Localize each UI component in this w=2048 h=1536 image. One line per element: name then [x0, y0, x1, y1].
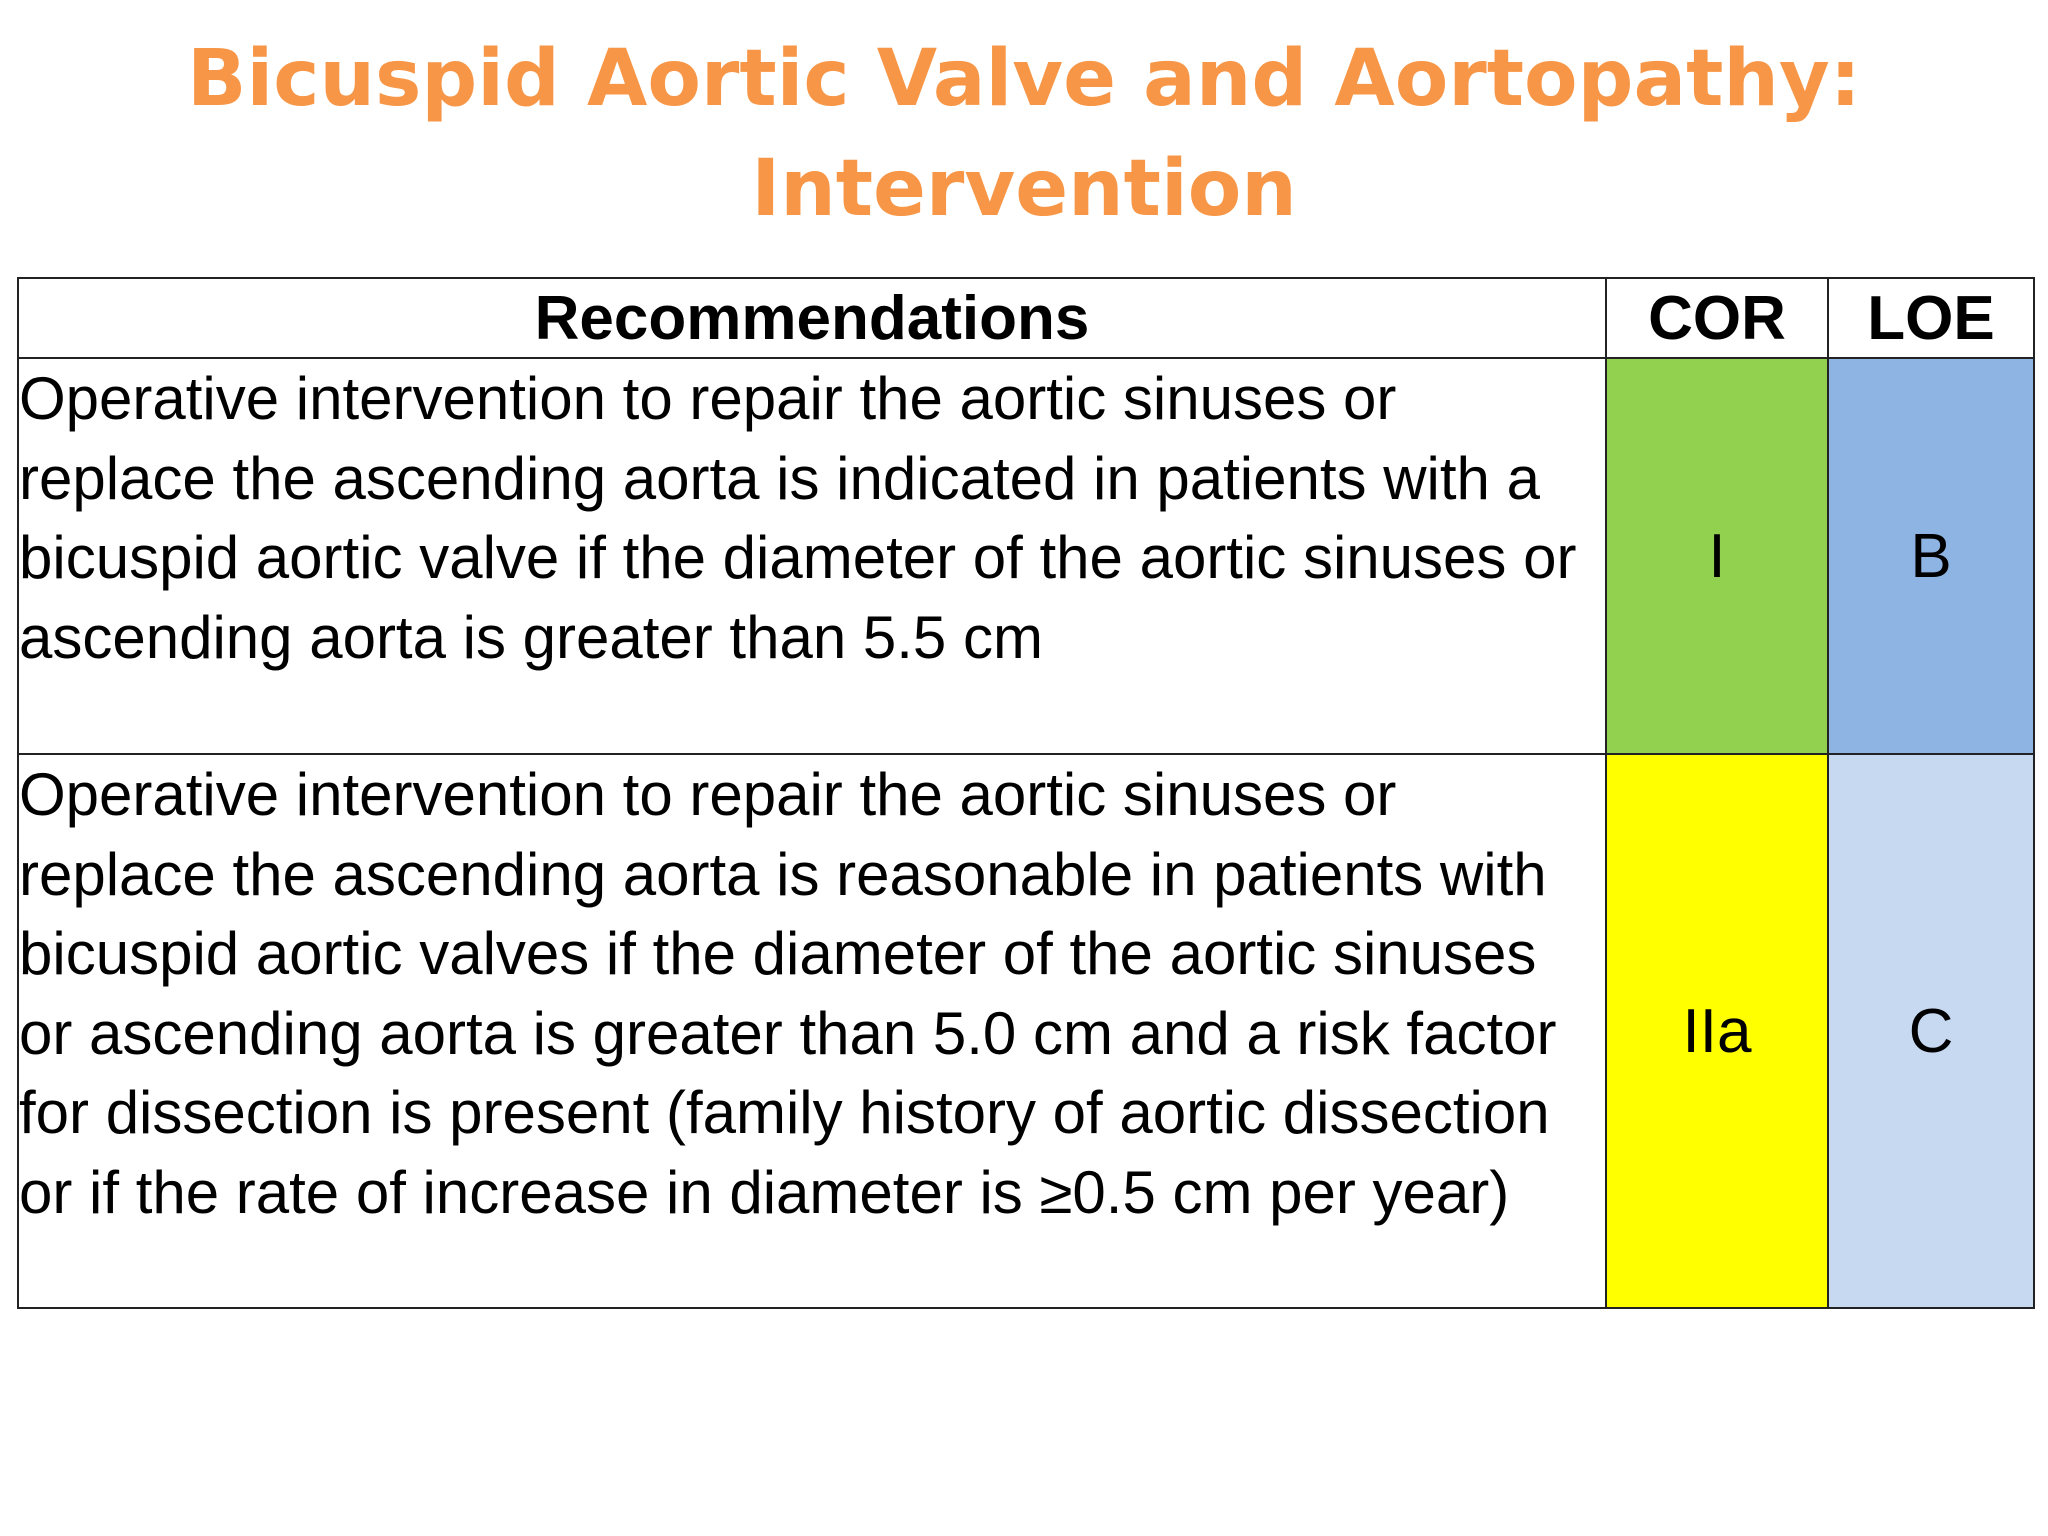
loe-cell: C	[1828, 754, 2034, 1308]
slide-title-line-2: Intervention	[751, 144, 1297, 234]
loe-cell: B	[1828, 358, 2034, 754]
cor-cell: IIa	[1606, 754, 1828, 1308]
table-row	[18, 358, 2034, 754]
recommendation-text: Operative intervention to repair the aortic sinuses or replace the ascending aorta is reasonable in patients with bicuspid aortic valves if the diameter of the aortic sinuses or ascending aorta is greater than 5.0 cm and a risk factor for dissection is present (family history of aortic dissection or if the rate of increase in diameter is ≥0.5 cm per year)	[18, 754, 1606, 1308]
header-loe: LOE	[1828, 278, 2034, 358]
recommendation-text: Operative intervention to repair the aortic sinuses or replace the ascending aorta is indicated in patients with a bicuspid aortic valve if the diameter of the aortic sinuses or ascending aorta is greater than 5.5 cm	[18, 358, 1606, 754]
table-header-row	[18, 278, 2034, 358]
table-row	[18, 754, 2034, 1308]
slide-title	[0, 24, 2048, 244]
slide-title-line-1: Bicuspid Aortic Valve and Aortopathy:	[187, 34, 1861, 124]
header-cor: COR	[1606, 278, 1828, 358]
recommendations-table	[17, 277, 2035, 1309]
cor-cell: I	[1606, 358, 1828, 754]
header-recommendations: Recommendations	[18, 278, 1606, 358]
